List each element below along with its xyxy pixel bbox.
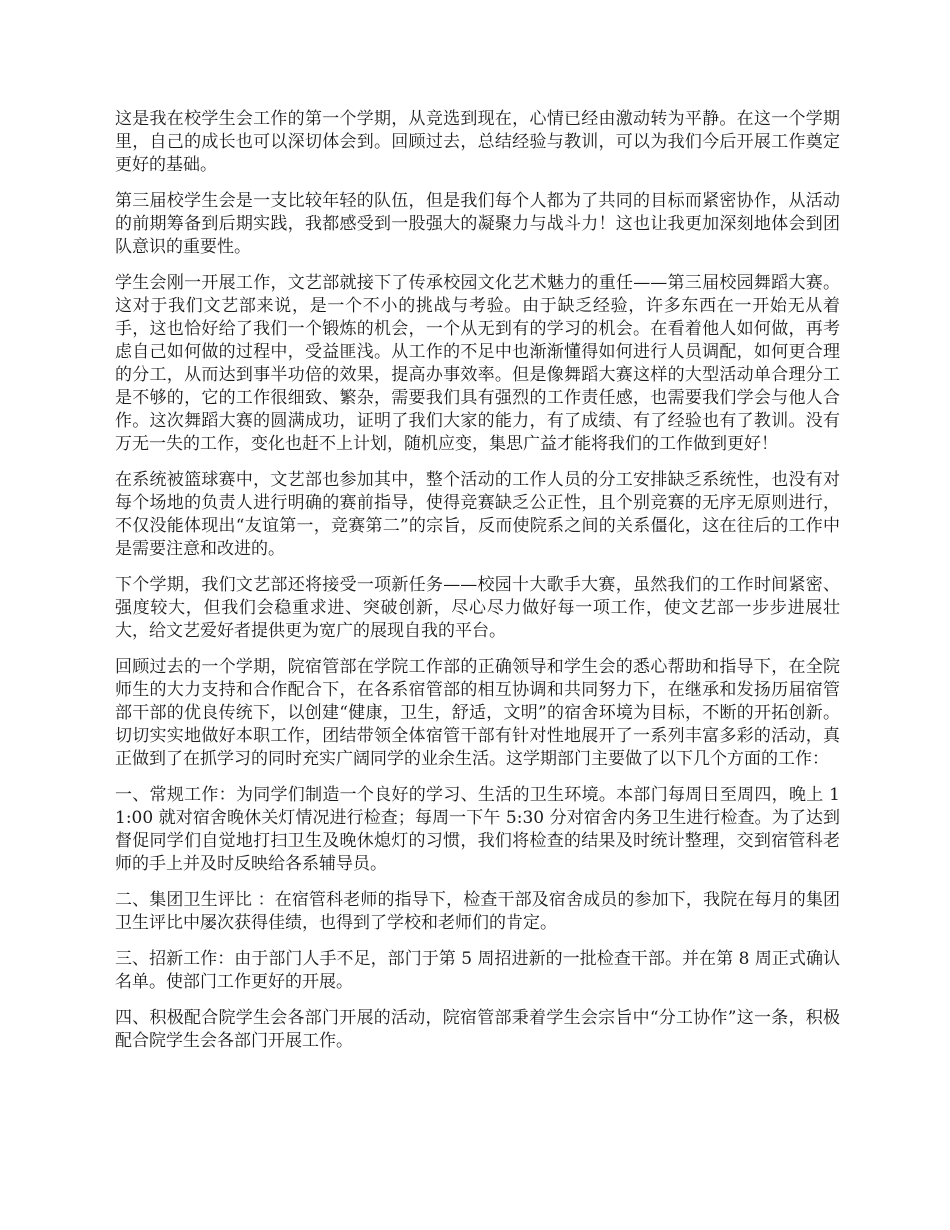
paragraph-dorm-review: 回顾过去的一个学期，院宿管部在学院工作部的正确领导和学生会的悉心帮助和指导下，在全院师生的大力支持和合作配合下，在各系宿管部的相互协调和共同努力下，在继承和发扬历届宿管部干部的优良传统下，以创建“健康，卫生，舒适，文明”的宿舍环境为目标，不断的开拓创新。切切实实地做好本职工作，团结带领全体宿管干部有针对性地展开了一系列丰富多彩的活动，真正做到了在抓学习的同时充实广阔同学的业余生活。这学期部门主要做了以下几个方面的工作： [115, 657, 840, 769]
paragraph-team: 第三届校学生会是一支比较年轻的队伍，但是我们每个人都为了共同的目标而紧密协作，从活动的前期筹备到后期实践，我都感受到一股强大的凝聚力与战斗力！这也让我更加深刻地体会到团队意识的重要性。 [115, 191, 840, 257]
paragraph-intro: 这是我在校学生会工作的第一个学期，从竞选到现在，心情已经由激动转为平静。在这一个学期里，自己的成长也可以深切体会到。回顾过去，总结经验与教训，可以为我们今后开展工作奠定更好的基础。 [115, 109, 840, 175]
paragraph-routine-work: 一、常规工作：为同学们制造一个良好的学习、生活的卫生环境。本部门每周日至周四，晚上 11:00 就对宿舍晚休关灯情况进行检查；每周一下午 5:30 分对宿舍内务卫生进行检查。为了达到督促同学们自觉地打扫卫生及晚休熄灯的习惯，我们将检查的结果及时统计整理，交到宿管科老师的手上并及时反映给各系辅导员。 [115, 785, 840, 874]
paragraph-basketball: 在系统被篮球赛中，文艺部也参加其中，整个活动的工作人员的分工安排缺乏系统性，也没有对每个场地的负责人进行明确的赛前指导，使得竞赛缺乏公正性，且个别竞赛的无序无原则进行，不仅没能体现出“友谊第一，竞赛第二”的宗旨，反而使院系之间的关系僵化，这在往后的工作中是需要注意和改进的。 [115, 470, 840, 559]
paragraph-cooperation: 四、积极配合院学生会各部门开展的活动，院宿管部秉着学生会宗旨中“分工协作”这一条，积极配合院学生会各部门开展工作。 [115, 1008, 840, 1051]
paragraph-recruitment: 三、招新工作：由于部门人手不足，部门于第 5 周招进新的一批检查干部。并在第 8 周正式确认名单。使部门工作更好的开展。 [115, 949, 840, 992]
paragraph-next-semester: 下个学期，我们文艺部还将接受一项新任务——校园十大歌手大赛，虽然我们的工作时间紧密、强度较大，但我们会稳重求进、突破创新，尽心尽力做好每一项工作，使文艺部一步步进展壮大，给文艺爱好者提供更为宽广的展现自我的平台。 [115, 575, 840, 641]
paragraph-dance-contest: 学生会刚一开展工作，文艺部就接下了传承校园文化艺术魅力的重任——第三届校园舞蹈大赛。这对于我们文艺部来说，是一个不小的挑战与考验。由于缺乏经验，许多东西在一开始无从着手，这也恰好给了我们一个锻炼的机会，一个从无到有的学习的机会。在看着他人如何做，再考虑自己如何做的过程中，受益匪浅。从工作的不足中也渐渐懂得如何进行人员调配，如何更合理的分工，从而达到事半功倍的效果，提高办事效率。但是像舞蹈大赛这样的大型活动单合理分工是不够的，它的工作很细致、繁杂，需要我们具有强烈的工作责任感，也需要我们学会与他人合作。这次舞蹈大赛的圆满成功，证明了我们大家的能力，有了成绩、有了经验也有了教训。没有万无一失的工作，变化也赶不上计划，随机应变，集思广益才能将我们的工作做到更好！ [115, 273, 840, 454]
paragraph-hygiene-contest: 二、集团卫生评比 ：在宿管科老师的指导下，检查干部及宿舍成员的参加下，我院在每月的集团卫生评比中屡次获得佳绩，也得到了学校和老师们的肯定。 [115, 890, 840, 933]
document-body [115, 108, 840, 1066]
